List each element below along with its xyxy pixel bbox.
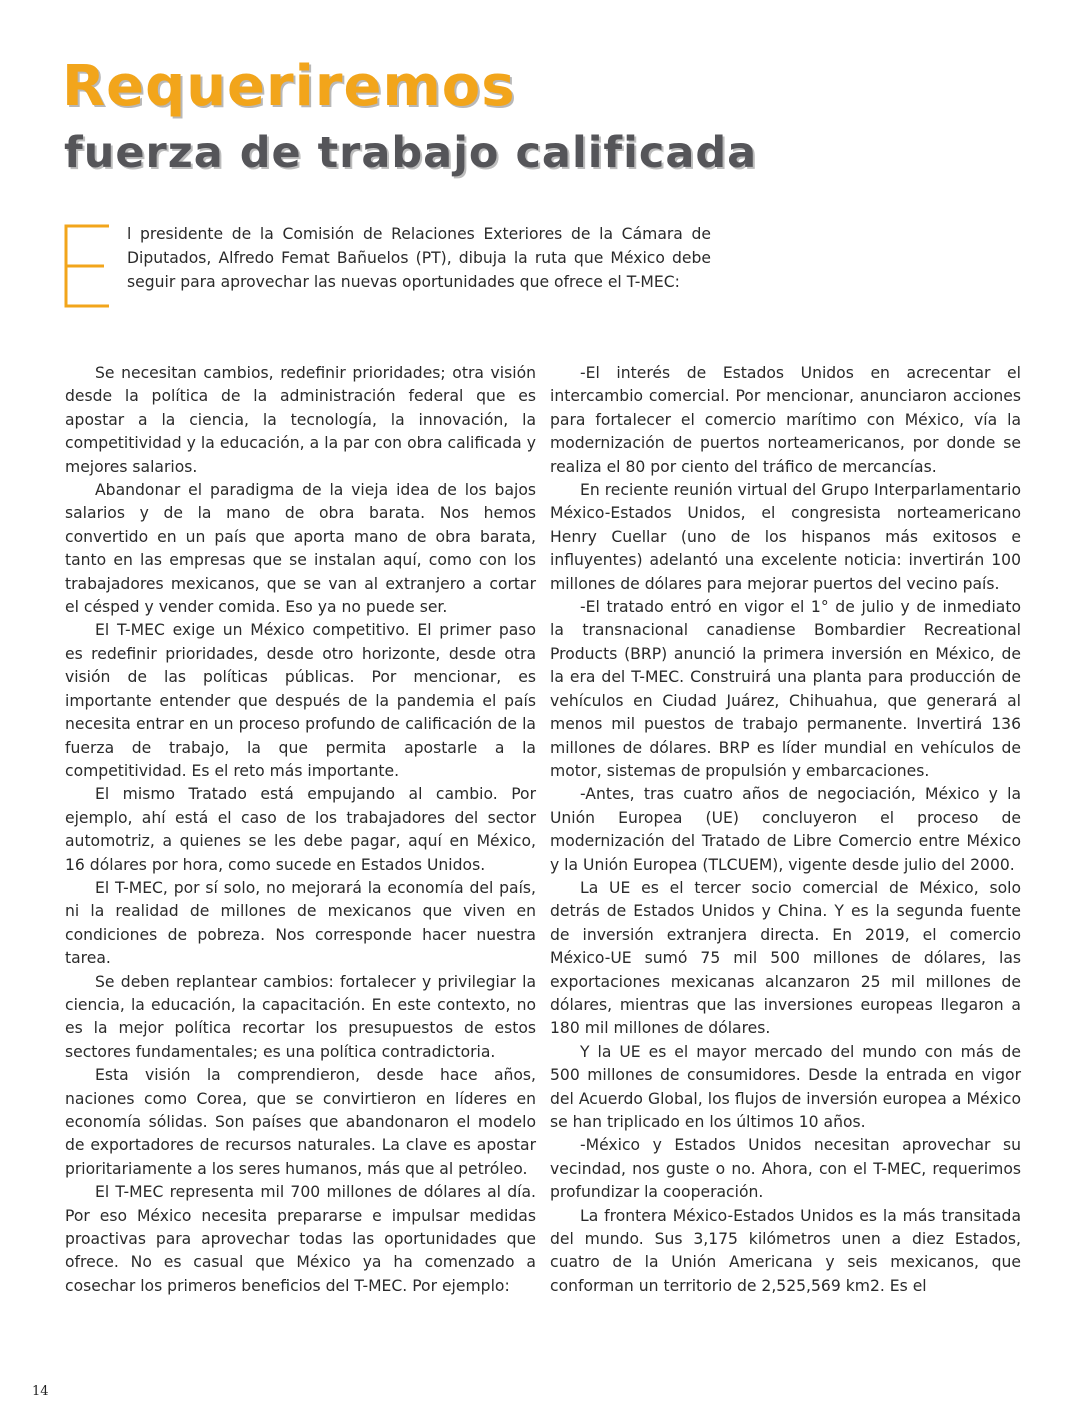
body-paragraph: Se deben replantear cambios: fortalecer y privilegiar la ciencia, la educación, la capacitación. En este contexto, no es la mejor política recortar los presupuestos de estos sectores fundamentales; es una política contradictoria. <box>65 972 536 1061</box>
body-paragraph: La UE es el tercer socio comercial de México, solo detrás de Estados Unidos y China. Y es la segunda fuente de inversión extranjera directa. En 2019, el comercio México-UE sumó 75 mil 500 millones de dólares, las exportaciones mexicanas alcanzaron 25 mil millones de dólares, mientras que las inversiones europeas llegaron a 180 mil millones de dólares. <box>550 878 1021 1038</box>
body-paragraph: -México y Estados Unidos necesitan aprovechar su vecindad, nos guste o no. Ahora, con el T-MEC, requerimos profundizar la cooperación. <box>550 1136 1021 1202</box>
headline-secondary: fuerza de trabajo calificada <box>64 128 758 178</box>
page-number: 14 <box>32 1384 49 1399</box>
body-paragraph: -El interés de Estados Unidos en acrecentar el intercambio comercial. Por mencionar, anunciaron acciones para fortalecer el comercio marítimo con México, vía la modernización de puertos norteamericanos, por donde se realiza el 80 por ciento del tráfico de mercancías. <box>550 364 1021 476</box>
body-paragraph: El T-MEC exige un México competitivo. El primer paso es redefinir prioridades, desde otro horizonte, desde otra visión de las políticas públicas. Por mencionar, es importante entender que después de la pandemia el país necesita entrar en un proceso profundo de calificación de la fuerza de trabajo, la que permita apostarle a la competitividad. Es el reto más importante. <box>65 621 536 780</box>
headline-primary: Requeriremos <box>62 54 516 119</box>
body-paragraph: -El tratado entró en vigor el 1° de julio y de inmediato la transnacional canadiense Bombardier Recreational Products (BRP) anunció la primera inversión en México, de la era del T-MEC. Construirá una planta para producción de vehículos en Ciudad Juárez, Chihuahua, que generará al menos mil puestos de trabajo permanente. Invertirá 136 millones de dólares. BRP es líder mundial en vehículos de motor, sistemas de propulsión y embarcaciones. <box>550 598 1021 780</box>
body-paragraph: Esta visión la comprendieron, desde hace años, naciones como Corea, que se convirtieron en líderes en economía sólidas. Son países que abandonaron el modelo de exportadores de recursos naturales. La clave es apostar prioritariamente a los seres humanos, más que al petróleo. <box>65 1066 536 1178</box>
body-paragraph: Y la UE es el mayor mercado del mundo con más de 500 millones de consumidores. Desde la entrada en vigor del Acuerdo Global, los flujos de inversión europea a México se han triplicado en los últimos 10 años. <box>550 1042 1021 1131</box>
body-paragraph: -Antes, tras cuatro años de negociación, México y la Unión Europea (UE) concluyeron el proceso de modernización del Tratado de Libre Comercio entre México y la Unión Europea (TLCUEM), vigente desde julio del 2000. <box>550 785 1021 874</box>
body-paragraph: La frontera México-Estados Unidos es la más transitada del mundo. Sus 3,175 kilómetros unen a diez Estados, cuatro de la Unión Americana y seis mexicanos, que conforman un territorio de 2,525,569 km2. Es el <box>550 1206 1021 1295</box>
body-paragraph: El T-MEC, por sí solo, no mejorará la economía del país, ni la realidad de millones de mexicanos que viven en condiciones de pobreza. Nos corresponde hacer nuestra tarea. <box>65 878 536 968</box>
body-paragraph: El T-MEC representa mil 700 millones de dólares al día. Por eso México necesita prepararse e impulsar medidas proactivas para aprovechar todas las oportunidades que ofrece. No es casual que México ya ha comenzado a cosechar los primeros beneficios del T-MEC. Por ejemplo: <box>65 1183 536 1295</box>
intro-paragraph: l presidente de la Comisión de Relaciones Exteriores de la Cámara de Diputados, Alfredo Femat Bañuelos (PT), dibuja la ruta que México debe seguir para aprovechar las nuevas oportunidades que ofrece el T-MEC: <box>127 225 711 291</box>
article-column-right <box>550 362 1021 1298</box>
body-paragraph: Abandonar el paradigma de la vieja idea de los bajos salarios y de la mano de obra barata. Nos hemos convertido en un país que aporta mano de obra barata, tanto en las empresas que se instalan aquí, como con los trabajadores mexicanos, que se van al extranjero a cortar el césped y vender comida. Eso ya no puede ser. <box>65 481 536 617</box>
body-paragraph: Se necesitan cambios, redefinir prioridades; otra visión desde la política de la administración federal que es apostar a la ciencia, la tecnología, la innovación, la competitividad y la educación, a la par con obra calificada y mejores salarios. <box>65 364 536 476</box>
body-paragraph: En reciente reunión virtual del Grupo Interparlamentario México-Estados Unidos, el congresista norteamericano Henry Cuellar (uno de los hispanos más exitosos e influyentes) adelantó una excelente noticia: invertirán 100 millones de dólares para mejorar puertos del vecino país. <box>550 481 1021 593</box>
drop-cap-letter-e <box>64 224 110 308</box>
body-paragraph: El mismo Tratado está empujando al cambio. Por ejemplo, ahí está el caso de los trabajadores del sector automotriz, a quienes se les debe pagar, aquí en México, 16 dólares por hora, como sucede en Estados Unidos. <box>65 785 536 874</box>
article-column-left <box>65 362 536 1298</box>
